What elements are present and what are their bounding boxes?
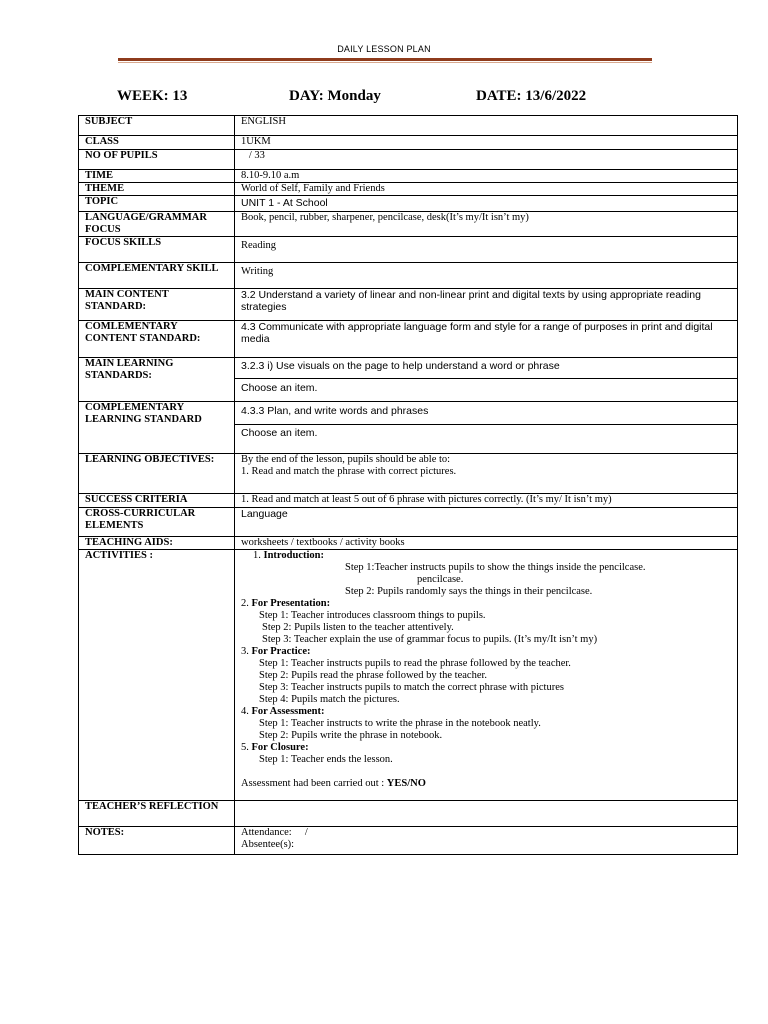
assessment-line [241, 778, 731, 790]
intro-heading [241, 550, 731, 562]
row-reflection [79, 801, 738, 827]
assess-step-2: Step 2: Pupils write the phrase in notebook. [259, 730, 443, 741]
activities-label: ACTIVITIES : [79, 550, 235, 801]
objectives-line-1: By the end of the lesson, pupils should be able to: [241, 454, 451, 465]
theme-cell[interactable] [235, 183, 738, 196]
close-heading [241, 742, 731, 754]
header-rule [118, 58, 652, 61]
prac-num: 3. [241, 646, 252, 657]
row-main-content [79, 289, 738, 321]
prac-head: For Practice: [251, 646, 311, 657]
comp-learning-choose[interactable]: Choose an item. [235, 425, 738, 454]
row-time [79, 170, 738, 183]
intro-head: Introduction: [263, 550, 324, 561]
date-label: DATE: 13/6/2022 [476, 88, 587, 104]
time-value[interactable]: 8.10-9.10 a.m [235, 170, 738, 183]
day-label: DAY: Monday [289, 88, 381, 104]
close-step-1: Step 1: Teacher ends the lesson. [259, 754, 393, 765]
complementary-skill-value: Writing [241, 266, 274, 277]
assessment-text: Assessment had been carried out : [241, 778, 387, 789]
close-head: For Closure: [251, 742, 309, 753]
main-learning-value[interactable]: 3.2.3 i) Use visuals on the page to help understand a word or phrase [235, 358, 738, 379]
assess-heading [241, 706, 731, 718]
grammar-value[interactable]: Book, pencil, rubber, sharpener, pencilcase, desk(It’s my/It isn’t my) [235, 212, 738, 237]
row-subject [79, 116, 738, 136]
focus-skills-cell[interactable] [235, 237, 738, 263]
prac-step-1: Step 1: Teacher instructs pupils to read the phrase followed by the teacher. [259, 658, 571, 669]
row-comp-content [79, 321, 738, 358]
pres-step-1: Step 1: Teacher introduces classroom things to pupils. [259, 610, 486, 621]
pres-head: For Presentation: [251, 598, 331, 609]
pres-step-3: Step 3: Teacher explain the use of grammar focus to pupils. (It’s my/It isn’t my) [262, 634, 598, 645]
grammar-label: LANGUAGE/GRAMMAR FOCUS [79, 212, 235, 237]
row-activities [79, 550, 738, 801]
theme-label: THEME [79, 183, 235, 196]
assessment-yes-no[interactable]: YES/NO [386, 778, 426, 789]
row-grammar [79, 212, 738, 237]
success-value[interactable]: 1. Read and match at least 5 out of 6 phrase with pictures correctly. (It’s my/ It isn’t my) [235, 494, 738, 508]
complementary-skill-label: COMPLEMENTARY SKILL [79, 263, 235, 289]
reflection-value[interactable] [235, 801, 738, 827]
intro-num: 1. [253, 550, 264, 561]
close-num: 5. [241, 742, 252, 753]
row-aids [79, 537, 738, 550]
objectives-cell [235, 454, 738, 494]
row-focus-skills [79, 237, 738, 263]
aids-label: TEACHING AIDS: [79, 537, 235, 550]
comp-content-value[interactable]: 4.3 Communicate with appropriate language form and style for a range of purposes in print and digital media [235, 321, 738, 358]
intro-step-2: Step 2: Pupils randomly says the things in their pencilcase. [345, 586, 593, 597]
subject-value[interactable]: ENGLISH [235, 116, 738, 136]
aids-value: worksheets / textbooks / activity books [241, 537, 405, 548]
pres-num: 2. [241, 598, 252, 609]
main-learning-choose[interactable]: Choose an item. [235, 379, 738, 402]
row-class [79, 136, 738, 150]
main-content-value[interactable]: 3.2 Understand a variety of linear and non-linear print and digital texts by using appropriate reading strategies [235, 289, 738, 321]
comp-learning-label: COMPLEMENTARY LEARNING STANDARD [79, 402, 235, 454]
prac-step-4: Step 4: Pupils match the pictures. [259, 694, 400, 705]
objectives-line-2: 1. Read and match the phrase with correct pictures. [241, 466, 457, 477]
objectives-label: LEARNING OBJECTIVES: [79, 454, 235, 494]
topic-label: TOPIC [79, 196, 235, 212]
main-learning-label: MAIN LEARNING STANDARDS: [79, 358, 235, 402]
notes-label: NOTES: [79, 827, 235, 855]
pres-heading [241, 598, 731, 610]
row-pupils [79, 150, 738, 170]
row-success [79, 494, 738, 508]
time-label: TIME [79, 170, 235, 183]
success-label: SUCCESS CRITERIA [79, 494, 235, 508]
cross-value[interactable]: Language [235, 508, 738, 537]
class-label: CLASS [79, 136, 235, 150]
comp-learning-value[interactable]: 4.3.3 Plan, and write words and phrases [235, 402, 738, 425]
activities-cell[interactable] [235, 550, 738, 801]
lesson-plan-table [78, 115, 738, 855]
assess-step-1: Step 1: Teacher instructs to write the phrase in the notebook neatly. [259, 718, 541, 729]
row-complementary-skill [79, 263, 738, 289]
absentee-line: Absentee(s): [241, 839, 295, 850]
pupils-label: NO OF PUPILS [79, 150, 235, 170]
prac-step-3: Step 3: Teacher instructs pupils to match the correct phrase with pictures [259, 682, 564, 693]
row-notes [79, 827, 738, 855]
theme-value: World of Self, Family and Friends [241, 183, 385, 194]
main-content-label: MAIN CONTENT STANDARD: [79, 289, 235, 321]
page-header-title: DAILY LESSON PLAN [337, 44, 431, 54]
cross-label: CROSS-CURRICULAR ELEMENTS [79, 508, 235, 537]
topic-value[interactable]: UNIT 1 - At School [235, 196, 738, 212]
assess-head: For Assessment: [251, 706, 325, 717]
subject-label: SUBJECT [79, 116, 235, 136]
prac-step-2: Step 2: Pupils read the phrase followed by the teacher. [259, 670, 488, 681]
intro-step-1-cont: pencilcase. [417, 574, 464, 585]
pres-step-2: Step 2: Pupils listen to the teacher attentively. [262, 622, 454, 633]
header-rule-shadow [118, 62, 652, 63]
notes-cell[interactable] [235, 827, 738, 855]
row-theme [79, 183, 738, 196]
complementary-skill-cell[interactable] [235, 263, 738, 289]
reflection-label: TEACHER’S REFLECTION [79, 801, 235, 827]
attendance-line: Attendance: / [241, 827, 308, 838]
pupils-value[interactable]: / 33 [235, 150, 738, 170]
assess-num: 4. [241, 706, 252, 717]
row-topic [79, 196, 738, 212]
row-comp-learning-1 [79, 402, 738, 425]
focus-skills-label: FOCUS SKILLS [79, 237, 235, 263]
intro-step-1: Step 1:Teacher instructs pupils to show the things inside the pencilcase. [345, 562, 646, 573]
class-value[interactable]: 1UKM [235, 136, 738, 150]
row-objectives [79, 454, 738, 494]
prac-heading [241, 646, 731, 658]
aids-cell[interactable] [235, 537, 738, 550]
week-label: WEEK: 13 [117, 88, 188, 104]
comp-content-label: COMLEMENTARY CONTENT STANDARD: [79, 321, 235, 358]
focus-skills-value: Reading [241, 240, 276, 251]
row-cross-curricular [79, 508, 738, 537]
row-main-learning-1 [79, 358, 738, 379]
